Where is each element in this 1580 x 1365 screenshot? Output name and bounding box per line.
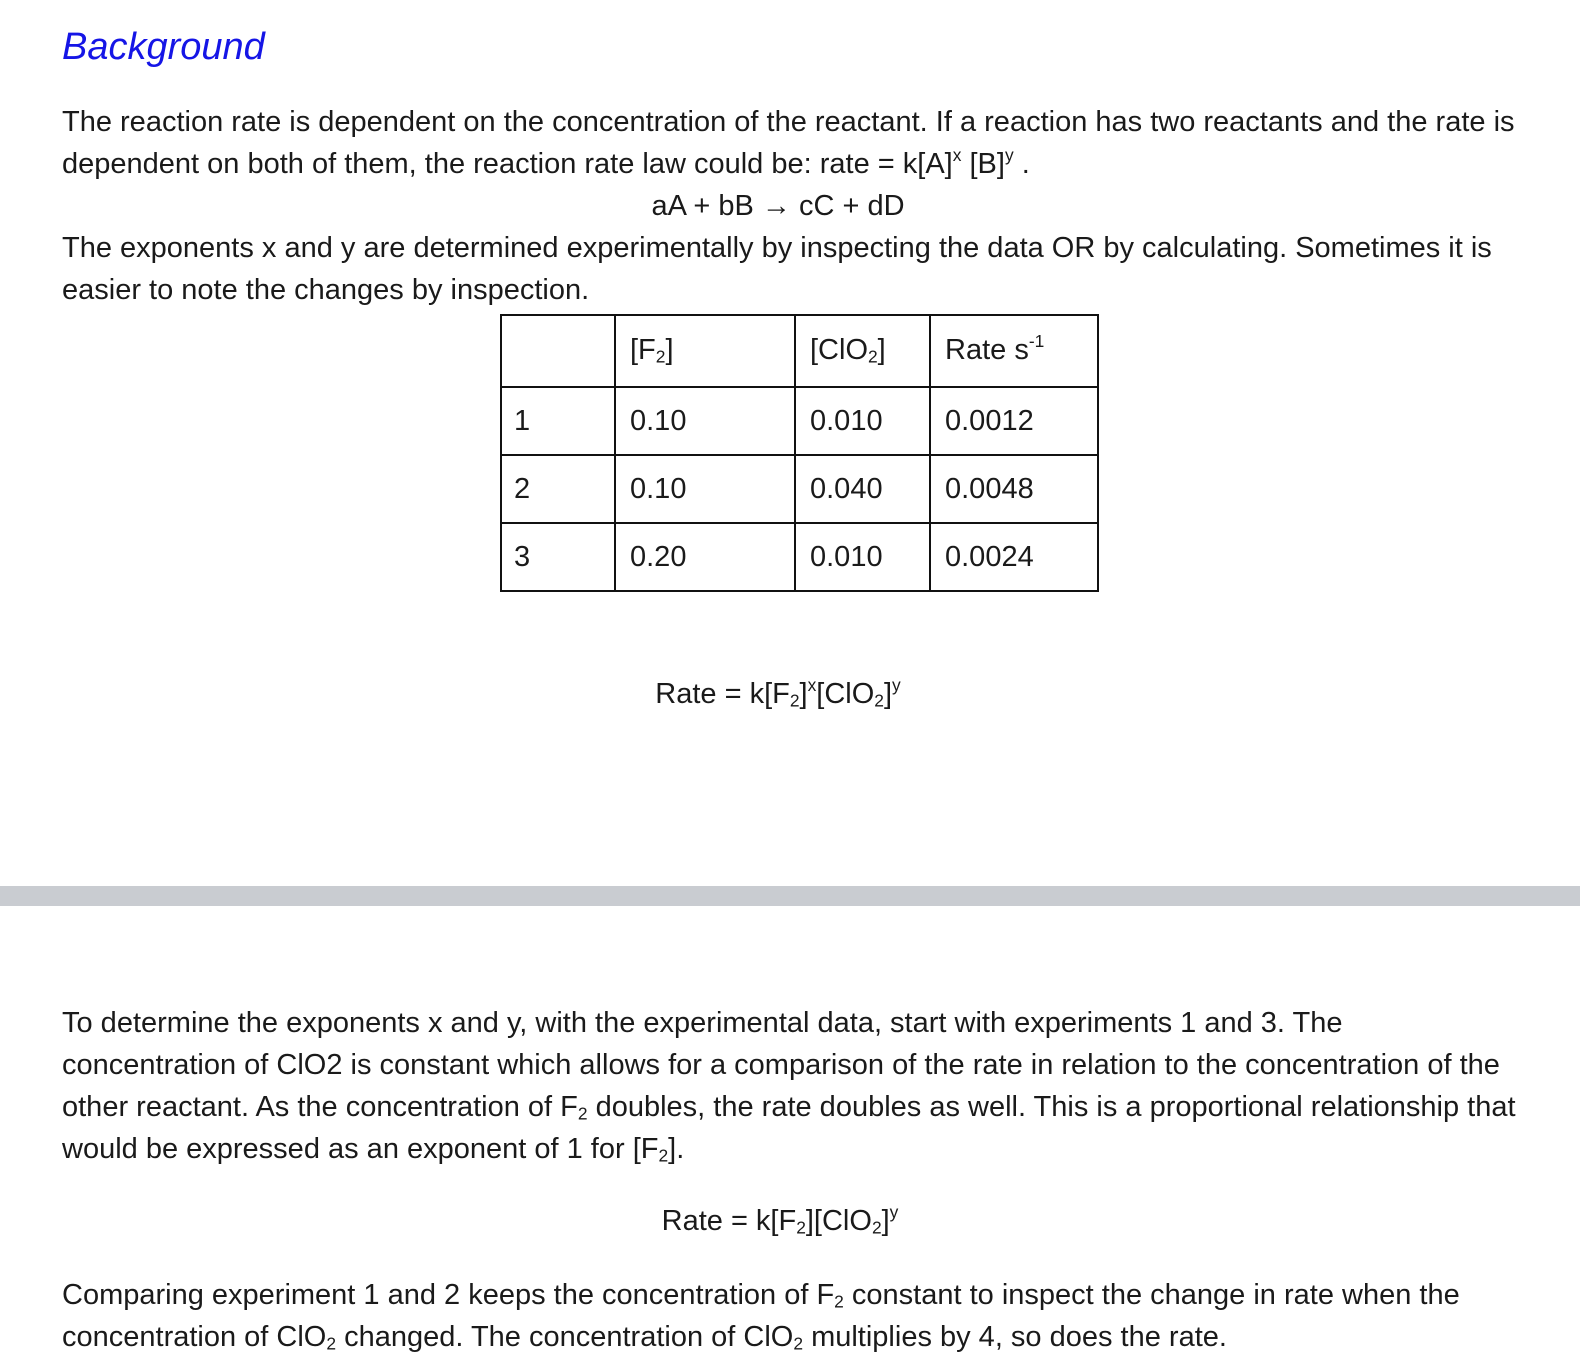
table-cell: 0.0012 [930, 387, 1098, 455]
experiment-data-table [500, 314, 1099, 592]
header-cell-clo2: [ClO$_2$] [795, 315, 930, 387]
table-cell: 3 [501, 523, 615, 591]
table-cell: 2 [501, 455, 615, 523]
table-cell: 0.010 [795, 523, 930, 591]
page-separator [0, 886, 1580, 906]
table-cell: 0.20 [615, 523, 795, 591]
table-cell: 0.010 [795, 387, 930, 455]
table-row [501, 387, 1098, 455]
table-cell: 0.0024 [930, 523, 1098, 591]
experiments-1-3-paragraph: To determine the exponents x and y, with the experimental data, start with experiments 1 and 3. The concentration of ClO2 is constant which allows for a comparison of the rate in relation to the concentration of the other reactant. As the concentration of $F_2$ doubles, the rate doubles as well. This is a proportional relationship that would be expressed as an exponent of 1 for $[F_2]$. [62, 1007, 1516, 1166]
intro-paragraph: The reaction rate is dependent on the concentration of the reactant. If a reaction has two reactants and the rate is dependent on both of them, the reaction rate law could be: rate = $k[A]^x$ $[B]^y$ . [62, 106, 1515, 180]
header-cell-f2: $[F_2]$ [615, 315, 795, 387]
header-cell-rate: Rate $s^{-1}$ [930, 315, 1098, 387]
section-heading: Background [62, 26, 265, 68]
table-cell: 0.0048 [930, 455, 1098, 523]
table-row [501, 455, 1098, 523]
header-cell-trial [501, 315, 615, 387]
general-reaction-equation: aA + bB → cC + dD [651, 190, 905, 222]
table-cell: 1 [501, 387, 615, 455]
exponents-paragraph: The exponents x and y are determined experimentally by inspecting the data OR by calculating. Sometimes it is easier to note the changes by inspection. [62, 232, 1492, 306]
document-page-2 [0, 906, 1580, 1365]
table-cell: 0.10 [615, 455, 795, 523]
rate-law-equation: Rate = $k[F_2]^x[ClO_2]^y$ [655, 674, 901, 711]
table-header-row [501, 315, 1098, 387]
experiments-1-2-paragraph: Comparing experiment 1 and 2 keeps the concentration of $F_2$ constant to inspect the change in rate when the concentration of ClO$_2$ changed. The concentration of ClO$_2$ multiplies by 4, so does the rate. [62, 1279, 1460, 1354]
table-row [501, 523, 1098, 591]
table-cell: 0.040 [795, 455, 930, 523]
rate-law-partial-equation: Rate = $k[F_2][ClO_2]^y$ [661, 1201, 899, 1238]
table-cell: 0.10 [615, 387, 795, 455]
